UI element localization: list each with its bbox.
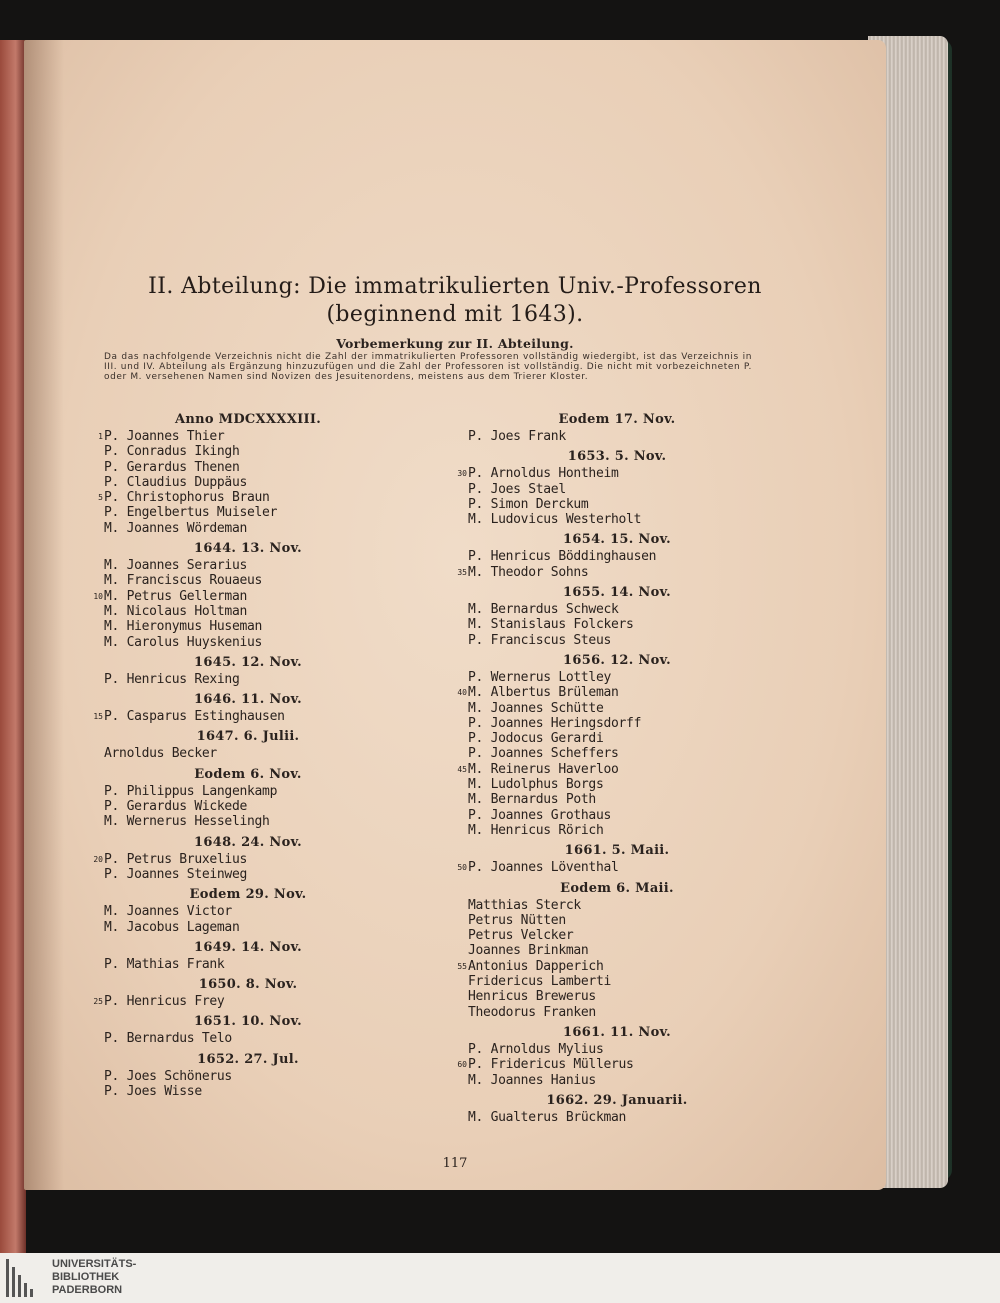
entry-name: M. Bernardus Poth <box>468 792 596 808</box>
entry-name: P. Joannes Thier <box>104 429 225 444</box>
date-heading: 1648. 24. Nov. <box>194 834 302 850</box>
professor-entry <box>452 701 742 716</box>
entry-name: P. Christophorus Braun <box>104 490 270 506</box>
date-heading: 1662. 29. Januarii. <box>546 1092 688 1108</box>
date-heading: 1652. 27. Jul. <box>197 1051 299 1067</box>
date-heading: 1645. 12. Nov. <box>194 654 302 670</box>
professor-entry <box>88 957 368 972</box>
entry-name: M. Joannes Hanius <box>468 1072 596 1088</box>
entry-name: M. Bernardus Schweck <box>468 602 619 618</box>
entry-name: M. Joannes Schütte <box>468 700 604 716</box>
professor-entry <box>452 633 742 648</box>
entry-name: P. Henricus Frey <box>104 994 225 1010</box>
entry-name: P. Simon Derckum <box>468 496 589 512</box>
professor-entry <box>452 1042 742 1057</box>
entry-name: Petrus Velcker <box>468 928 574 944</box>
entry-name: P. Engelbertus Muiseler <box>104 505 278 521</box>
professor-entry <box>452 1005 742 1020</box>
entry-name: M. Hieronymus Huseman <box>104 619 263 635</box>
section-title-continued: (beginnend mit 1643). <box>326 302 584 327</box>
professor-entry <box>88 1084 368 1099</box>
entry-name: P. Fridericus Müllerus <box>468 1057 634 1073</box>
entry-number: 5 <box>98 493 103 503</box>
entry-number: 20 <box>93 854 103 864</box>
date-heading: Eodem 6. Maii. <box>560 880 674 896</box>
entry-name: M. Franciscus Rouaeus <box>104 573 263 589</box>
professor-entry <box>88 444 368 459</box>
professor-entry <box>452 928 742 943</box>
entry-name: M. Jacobus Lageman <box>104 919 240 935</box>
professor-entry <box>88 429 368 444</box>
entry-name: M. Nicolaus Holtman <box>104 603 248 619</box>
entry-name: P. Conradus Ikingh <box>104 444 240 460</box>
professor-entry <box>88 1031 368 1046</box>
professor-entry <box>452 1073 742 1088</box>
entry-name: M. Albertus Brüleman <box>468 685 619 701</box>
entry-name: P. Joannes Heringsdorff <box>468 715 642 731</box>
professor-entry <box>452 429 742 444</box>
date-heading: 1655. 14. Nov. <box>563 585 671 601</box>
professor-entry <box>88 505 368 520</box>
entry-name: Henricus Brewerus <box>468 989 596 1005</box>
entry-number: 55 <box>457 961 467 971</box>
professor-entry <box>452 974 742 989</box>
entry-name: M. Theodor Sohns <box>468 564 589 580</box>
professor-entry <box>452 989 742 1004</box>
logo-line: UNIVERSITÄTS- <box>52 1258 137 1270</box>
entry-name: M. Reinerus Haverloo <box>468 761 619 777</box>
professor-entry <box>452 466 742 481</box>
entry-name: M. Henricus Rörich <box>468 822 604 838</box>
professor-entry <box>88 573 368 588</box>
date-heading: 1646. 11. Nov. <box>194 692 302 708</box>
professor-entry <box>452 617 742 632</box>
entry-name: P. Joes Stael <box>468 481 566 497</box>
professor-entry <box>452 913 742 928</box>
entry-name: Matthias Sterck <box>468 897 581 913</box>
preliminary-note-heading: Vorbemerkung zur II. Abteilung. <box>336 336 574 351</box>
date-heading: 1649. 14. Nov. <box>194 939 302 955</box>
professor-entry <box>88 604 368 619</box>
entry-name: M. Wernerus Hesselingh <box>104 814 270 830</box>
entry-number: 35 <box>457 567 467 577</box>
right-register-column <box>452 410 742 1125</box>
entry-name: P. Gerardus Wickede <box>104 799 248 815</box>
entry-name: P. Arnoldus Mylius <box>468 1041 604 1057</box>
professor-entry <box>452 762 742 777</box>
left-register-column <box>88 410 368 1099</box>
professor-entry <box>452 1057 742 1072</box>
professor-entry <box>452 808 742 823</box>
professor-entry <box>88 904 368 919</box>
library-logo-icon <box>6 1259 46 1297</box>
professor-entry <box>88 490 368 505</box>
entry-name: M. Carolus Huyskenius <box>104 634 263 650</box>
professor-entry <box>88 460 368 475</box>
professor-entry <box>88 589 368 604</box>
date-heading: 1661. 5. Maii. <box>564 843 670 859</box>
library-logo-text <box>52 1258 172 1297</box>
professor-entry <box>88 867 368 882</box>
entry-name: P. Philippus Langenkamp <box>104 783 278 799</box>
professor-entry <box>452 565 742 580</box>
professor-entry <box>88 558 368 573</box>
professor-entry <box>88 619 368 634</box>
professor-entry <box>452 512 742 527</box>
entry-name: P. Joannes Steinweg <box>104 866 248 882</box>
entry-name: P. Joannes Grothaus <box>468 807 612 823</box>
professor-entry <box>88 521 368 536</box>
entry-number: 1 <box>98 432 103 441</box>
entry-name: P. Wernerus Lottley <box>468 669 612 685</box>
date-heading: 1661. 11. Nov. <box>563 1024 671 1040</box>
professor-entry <box>452 1110 742 1125</box>
professor-entry <box>452 549 742 564</box>
page-number: 117 <box>442 1156 468 1171</box>
entry-name: P. Joannes Scheffers <box>468 746 619 762</box>
date-heading: Eodem 17. Nov. <box>558 412 676 427</box>
date-heading: 1644. 13. Nov. <box>194 541 302 557</box>
professor-entry <box>88 635 368 650</box>
entry-name: M. Ludolphus Borgs <box>468 777 604 793</box>
entry-name: P. Henricus Rexing <box>104 671 240 687</box>
entry-number: 10 <box>93 591 103 601</box>
entry-name: P. Gerardus Thenen <box>104 459 240 475</box>
entry-name: M. Gualterus Brückman <box>468 1109 627 1125</box>
professor-entry <box>452 685 742 700</box>
professor-entry <box>88 799 368 814</box>
professor-entry <box>452 746 742 761</box>
professor-entry <box>452 602 742 617</box>
entry-name: P. Joes Frank <box>468 429 566 444</box>
professor-entry <box>452 670 742 685</box>
book-page <box>24 40 886 1190</box>
preliminary-note-text: Da das nachfolgende Verzeichnis nicht die Zahl der immatrikulierten Professoren vollständig wiedergibt, ist das Verzeichnis in III. und IV. Abteilung als Ergänzung hinzuzufügen und die Zahl der Professoren ist vollständig. Die nicht mit vorbezeichneten P. oder M. versehenen Namen sind Novizen des Jesuitenordens, meistens aus dem Trierer Kloster. <box>104 352 752 382</box>
professor-entry <box>452 482 742 497</box>
entry-number: 15 <box>93 712 103 722</box>
entry-number: 50 <box>457 863 467 873</box>
logo-line: BIBLIOTHEK <box>52 1271 120 1283</box>
professor-entry <box>452 497 742 512</box>
professor-entry <box>88 709 368 724</box>
entry-name: Antonius Dapperich <box>468 958 604 974</box>
entry-name: M. Stanislaus Folckers <box>468 617 634 633</box>
entry-name: P. Jodocus Gerardi <box>468 731 604 747</box>
section-title: II. Abteilung: Die immatrikulierten Univ.-Professoren <box>148 274 762 299</box>
professor-entry <box>88 994 368 1009</box>
entry-name: P. Joes Schönerus <box>104 1068 232 1084</box>
date-heading: Eodem 6. Nov. <box>194 766 302 782</box>
entry-name: Theodorus Franken <box>468 1004 596 1020</box>
date-heading: Eodem 29. Nov. <box>189 887 307 903</box>
date-heading: 1656. 12. Nov. <box>563 652 671 668</box>
professor-entry <box>88 920 368 935</box>
entry-name: P. Joannes Löventhal <box>468 860 619 876</box>
date-heading: 1651. 10. Nov. <box>194 1014 302 1030</box>
professor-entry <box>452 716 742 731</box>
entry-name: P. Henricus Böddinghausen <box>468 549 657 565</box>
entry-name: P. Claudius Duppäus <box>104 474 248 490</box>
professor-entry <box>452 823 742 838</box>
professor-entry <box>452 860 742 875</box>
entry-name: M. Ludovicus Westerholt <box>468 512 642 528</box>
entry-name: P. Petrus Bruxelius <box>104 851 248 867</box>
entry-number: 45 <box>457 764 467 774</box>
professor-entry <box>452 792 742 807</box>
entry-name: M. Joannes Victor <box>104 904 232 920</box>
entry-name: P. Bernardus Telo <box>104 1031 232 1047</box>
entry-name: P. Arnoldus Hontheim <box>468 466 619 482</box>
entry-number: 60 <box>457 1060 467 1070</box>
date-heading: 1650. 8. Nov. <box>198 977 298 993</box>
entry-name: Arnoldus Becker <box>104 746 217 762</box>
entry-name: Joannes Brinkman <box>468 943 589 959</box>
professor-entry <box>452 959 742 974</box>
entry-name: M. Joannes Serarius <box>104 558 248 574</box>
left-page-edge <box>0 40 26 1253</box>
entry-name: P. Mathias Frank <box>104 956 225 972</box>
professor-entry <box>452 731 742 746</box>
entry-name: Petrus Nütten <box>468 912 566 928</box>
entry-name: P. Joes Wisse <box>104 1084 202 1100</box>
professor-entry <box>452 898 742 913</box>
entry-number: 30 <box>457 469 467 479</box>
entry-number: 40 <box>457 688 467 698</box>
entry-number: 25 <box>93 997 103 1007</box>
entry-name: M. Joannes Wördeman <box>104 520 248 536</box>
professor-entry <box>88 814 368 829</box>
professor-entry <box>452 943 742 958</box>
date-heading: Anno MDCXXXXIII. <box>174 412 322 427</box>
professor-entry <box>88 1069 368 1084</box>
logo-line: PADERBORN <box>52 1284 123 1296</box>
date-heading: 1653. 5. Nov. <box>567 449 667 465</box>
professor-entry <box>88 475 368 490</box>
professor-entry <box>88 784 368 799</box>
professor-entry <box>88 672 368 687</box>
library-footer <box>0 1253 1000 1303</box>
entry-name: P. Casparus Estinghausen <box>104 709 285 725</box>
entry-name: P. Franciscus Steus <box>468 632 612 648</box>
date-heading: 1647. 6. Julii. <box>196 729 300 745</box>
date-heading: 1654. 15. Nov. <box>563 532 671 548</box>
entry-name: Fridericus Lamberti <box>468 974 612 990</box>
professor-entry <box>88 852 368 867</box>
professor-entry <box>88 746 368 761</box>
professor-entry <box>452 777 742 792</box>
entry-name: M. Petrus Gellerman <box>104 588 248 604</box>
